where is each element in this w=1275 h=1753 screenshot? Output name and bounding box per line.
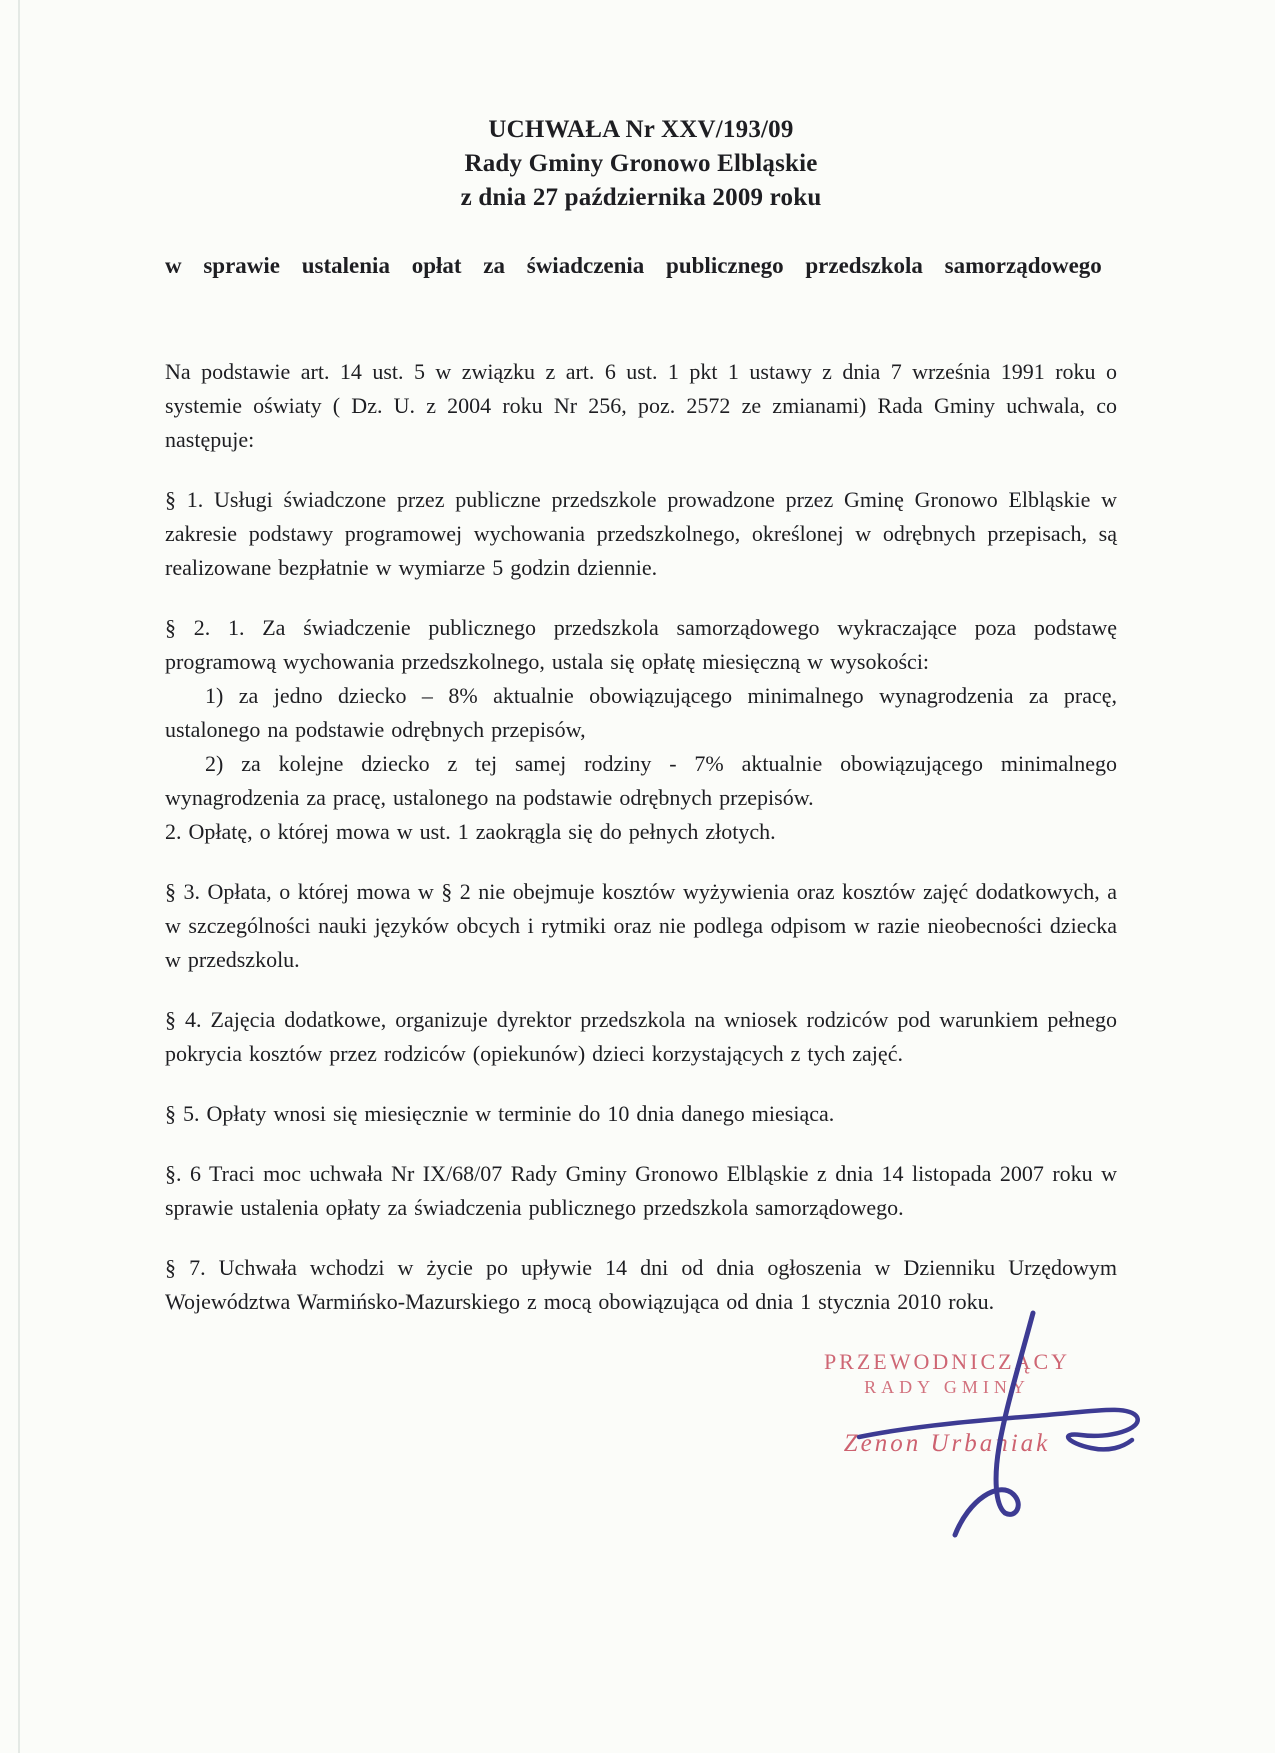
section-1: § 1. Usługi świadczone przez publiczne przedszkole prowadzone przez Gminę Gronowo Elbląskie w zakresie podstawy programowej wychowania przedszkolnego, określonej w odrębnych przepisach, są realizowane bezpłatnie w wymiarze 5 godzin dziennie. [165, 487, 1117, 580]
section-2-intro: § 2. 1. Za świadczenie publicznego przedszkola samorządowego wykraczające poza podstawę programową wychowania przedszkolnego, ustala się opłatę miesięczną w wysokości: [165, 615, 1117, 674]
section-7: § 7. Uchwała wchodzi w życie po upływie 14 dni od dnia ogłoszenia w Dzienniku Urzędowym Województwa Warmińsko-Mazurskiego z mocą obowiązująca od dnia 1 stycznia 2010 roku. [165, 1255, 1117, 1314]
document-number: UCHWAŁA Nr XXV/193/09 [488, 116, 794, 143]
preamble: Na podstawie art. 14 ust. 5 w związku z art. 6 ust. 1 pkt 1 ustawy z dnia 7 września 1991 roku o systemie oświaty ( Dz. U. z 2004 roku Nr 256, poz. 2572 ze zmianami) Rada Gminy uchwala, co następuje: [165, 359, 1117, 452]
section-2 [165, 611, 1117, 849]
stamp-title: PRZEWODNICZĄCY [823, 1349, 1071, 1374]
issuing-authority: Rady Gminy Gronowo Elbląskie [464, 150, 818, 177]
section-2-ust-2: 2. Opłatę, o której mowa w ust. 1 zaokrągla się do pełnych złotych. [165, 819, 776, 844]
section-4: § 4. Zajęcia dodatkowe, organizuje dyrektor przedszkola na wniosek rodziców pod warunkiem pełnego pokrycia kosztów przez rodziców (opiekunów) dzieci korzystających z tych zajęć. [165, 1007, 1117, 1066]
section-6: §. 6 Traci moc uchwała Nr IX/68/07 Rady Gminy Gronowo Elbląskie z dnia 14 listopada 2007 roku w sprawie ustalenia opłaty za świadczenia publicznego przedszkola samorządowego. [165, 1161, 1117, 1220]
section-2-item-1: 1) za jedno dziecko – 8% aktualnie obowiązującego minimalnego wynagrodzenia za pracę, ustalonego na podstawie odrębnych przepisów, [165, 683, 1117, 742]
stamp-signer-name: Zenon Urbaniak [843, 1430, 1051, 1457]
section-5: § 5. Opłaty wnosi się miesięcznie w terminie do 10 dnia danego miesiąca. [165, 1101, 835, 1126]
document-header [165, 113, 1117, 215]
section-3: § 3. Opłata, o której mowa w § 2 nie obejmuje kosztów wyżywienia oraz kosztów zajęć dodatkowych, a w szczególności nauki języków obcych i rytmiki oraz nie podlega odpisom w razie nieobecności dziecka w przedszkolu. [165, 879, 1117, 972]
document-subject: w sprawie ustalenia opłat za świadczenia publicznego przedszkola samorządowego [165, 253, 1102, 278]
scan-edge-artifact [18, 0, 20, 1753]
signature-vertical-stroke [955, 1313, 1033, 1535]
stamp-subtitle: RADY GMINY [864, 1377, 1030, 1397]
signature-block [777, 1349, 1117, 1458]
document-date: z dnia 27 października 2009 roku [460, 184, 822, 211]
section-2-item-2: 2) za kolejne dziecko z tej samej rodziny - 7% aktualnie obowiązującego minimalnego wynagrodzenia za pracę, ustalonego na podstawie odrębnych przepisów. [165, 751, 1117, 810]
handwritten-signature [847, 1307, 1147, 1547]
